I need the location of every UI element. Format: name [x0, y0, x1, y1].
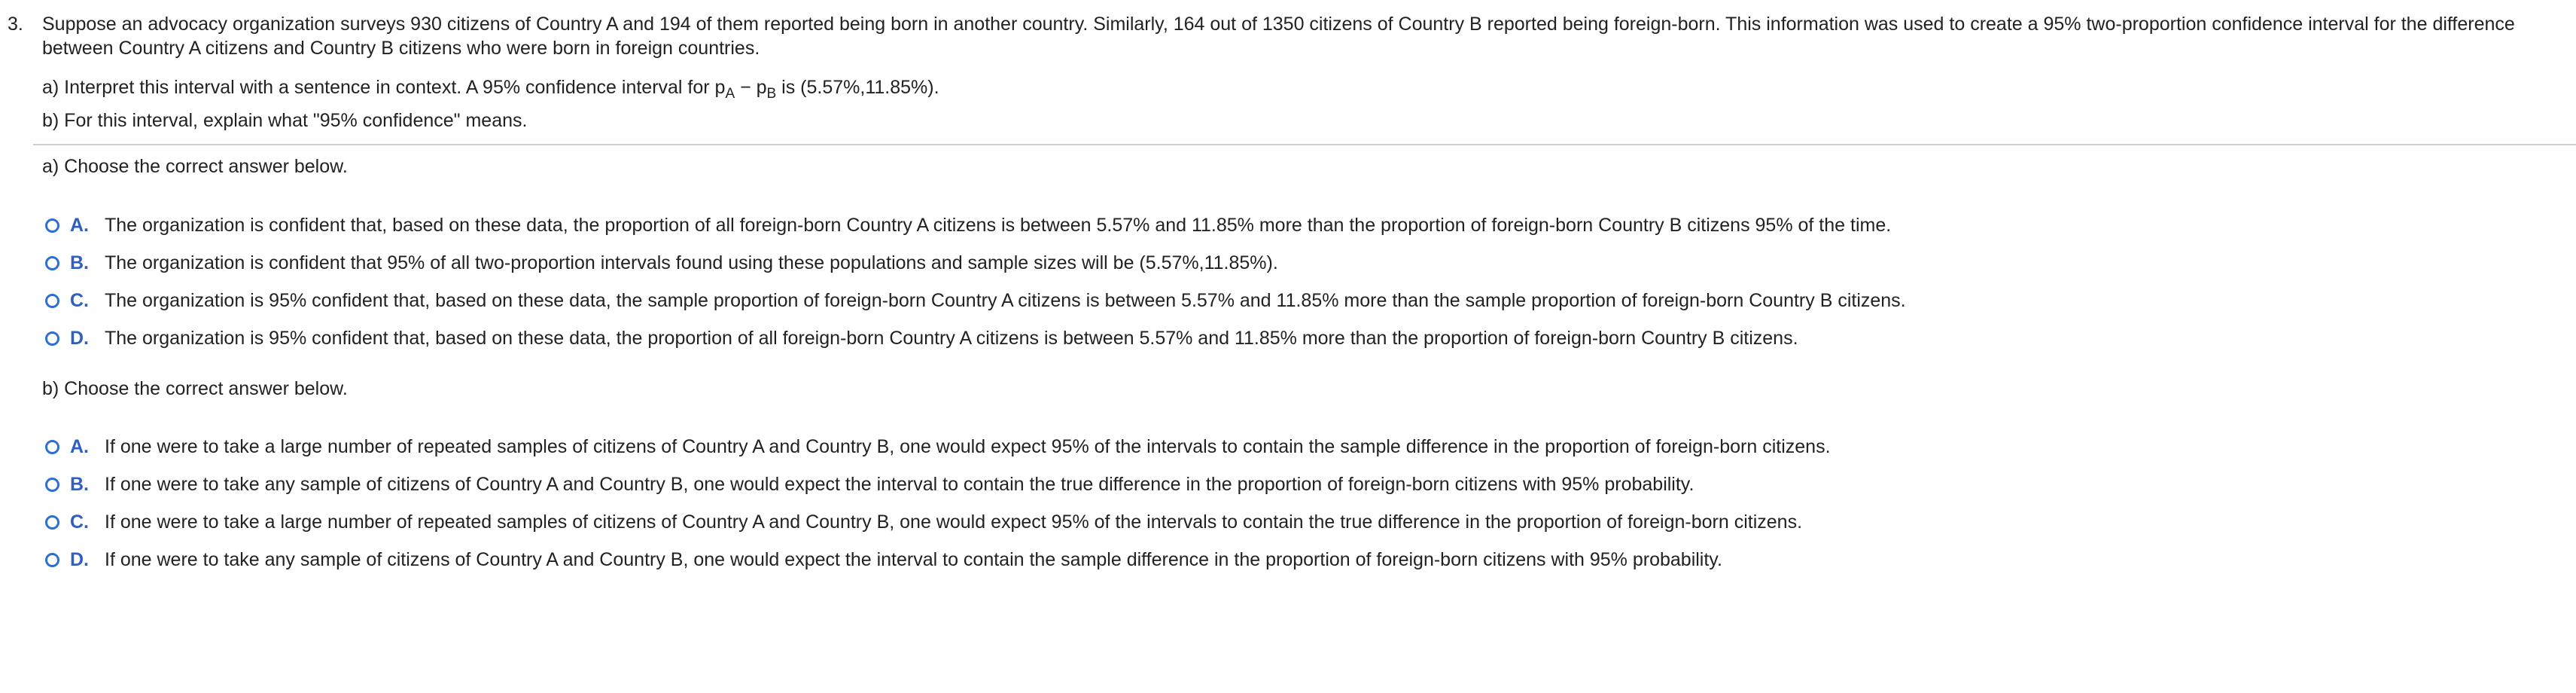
option-text: If one were to take any sample of citizens of Country A and Country B, one would expect the interval to contain the sample difference in the proportion of foreign-born citizens with 95% probability.	[105, 548, 1722, 570]
part-b-option-d[interactable]	[45, 546, 1722, 573]
subscript-a: A	[725, 86, 735, 102]
radio-button[interactable]	[45, 553, 59, 567]
part-a-prompt-text: a) Interpret this interval with a sentence in context. A 95% confidence interval for p	[42, 77, 726, 98]
radio-button[interactable]	[45, 256, 59, 270]
part-b-option-a[interactable]	[45, 433, 1831, 460]
subscript-b: B	[766, 86, 777, 102]
part-b-option-b[interactable]	[45, 471, 1694, 498]
part-a-prompt-interval: is (5.57%,11.85%).	[776, 77, 939, 98]
option-text: The organization is 95% confident that, based on these data, the sample proportion of foreign-born Country A citizens is between 5.57% and 11.85% more than the sample proportion of foreign-born Country B citizens.	[105, 289, 1906, 311]
option-text: If one were to take a large number of repeated samples of citizens of Country A and Country B, one would expect 95% of the intervals to contain the true difference in the proportion of foreign-born citizens.	[105, 511, 1803, 533]
part-b-heading: b) Choose the correct answer below.	[42, 378, 348, 399]
radio-button[interactable]	[45, 294, 59, 308]
part-a-option-a[interactable]	[45, 212, 1891, 239]
option-letter: B.	[70, 252, 89, 273]
option-letter: A.	[70, 214, 89, 236]
part-a-option-b[interactable]	[45, 249, 1278, 276]
option-text: The organization is confident that, based on these data, the proportion of all foreign-born Country A citizens is between 5.57% and 11.85% more than the proportion of foreign-born Country B citizens 95% of the time.	[105, 214, 1892, 236]
part-a-heading: a) Choose the correct answer below.	[42, 156, 348, 177]
divider	[33, 144, 2576, 145]
question-number: 3.	[8, 14, 23, 35]
minus-p: − p	[735, 77, 767, 98]
option-letter: D.	[70, 548, 89, 570]
part-a-option-d[interactable]	[45, 325, 1798, 352]
part-a-prompt	[42, 75, 939, 106]
option-text: The organization is 95% confident that, based on these data, the proportion of all foreign-born Country A citizens is between 5.57% and 11.85% more than the proportion of foreign-born Country B citizens.	[105, 327, 1798, 349]
option-letter: A.	[70, 435, 89, 457]
question-stem: Suppose an advocacy organization surveys 930 citizens of Country A and 194 of them reported being born in another country. Similarly, 164 out of 1350 citizens of Country B reported being foreign-born. This information was used to create a 95% two-proportion confidence interval for the difference between Country A citizens and Country B citizens who were born in foreign countries.	[42, 14, 2515, 59]
part-b-option-c[interactable]	[45, 508, 1802, 536]
option-letter: B.	[70, 473, 89, 495]
radio-button[interactable]	[45, 515, 59, 530]
radio-button[interactable]	[45, 440, 59, 454]
radio-button[interactable]	[45, 331, 59, 346]
radio-button[interactable]	[45, 478, 59, 492]
option-text: If one were to take any sample of citizens of Country A and Country B, one would expect the interval to contain the true difference in the proportion of foreign-born citizens with 95% probability.	[105, 473, 1694, 495]
option-text: If one were to take a large number of repeated samples of citizens of Country A and Country B, one would expect 95% of the intervals to contain the sample difference in the proportion of foreign-born citizens.	[105, 435, 1831, 457]
option-text: The organization is confident that 95% of all two-proportion intervals found using these populations and sample sizes will be (5.57%,11.85%).	[105, 252, 1278, 273]
option-letter: C.	[70, 511, 89, 533]
option-letter: D.	[70, 327, 89, 349]
radio-button[interactable]	[45, 218, 59, 233]
part-b-prompt: b) For this interval, explain what "95% confidence" means.	[42, 110, 528, 131]
part-a-option-c[interactable]	[45, 287, 1906, 314]
option-letter: C.	[70, 289, 89, 311]
